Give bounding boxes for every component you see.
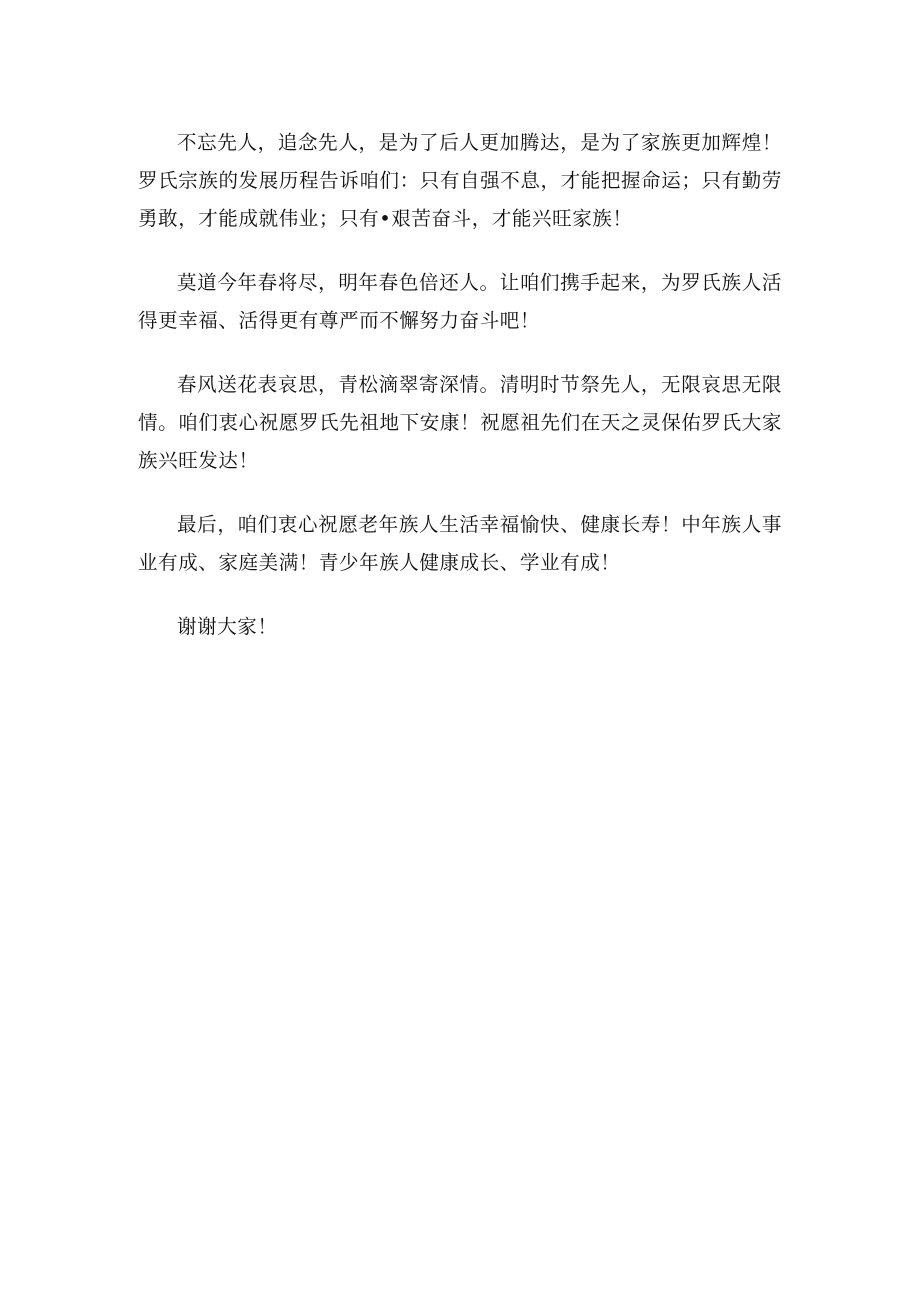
paragraph-1: 不忘先人，追念先人，是为了后人更加腾达，是为了家族更加辉煌！罗氏宗族的发展历程告诉咱们：只有自强不息，才能把握命运；只有勤劳勇敢，才能成就伟业；只有•艰苦奋斗，才能兴旺家族！ xyxy=(138,131,782,230)
paragraph-5: 谢谢大家！ xyxy=(177,615,278,638)
paragraph-3: 春风送花表哀思，青松滴翠寄深情。清明时节祭先人，无限哀思无限情。咱们衷心祝愿罗氏先祖地下安康！祝愿祖先们在天之灵保佑罗氏大家族兴旺发达！ xyxy=(138,373,782,472)
paragraph-2: 莫道今年春将尽，明年春色倍还人。让咱们携手起来，为罗氏族人活得更幸福、活得更有尊严而不懈努力奋斗吧！ xyxy=(138,271,782,332)
paragraph-4: 最后，咱们衷心祝愿老年族人生活幸福愉快、健康长寿！中年族人事业有成、家庭美满！青少年族人健康成长、学业有成！ xyxy=(138,513,782,574)
document-body xyxy=(138,124,782,672)
